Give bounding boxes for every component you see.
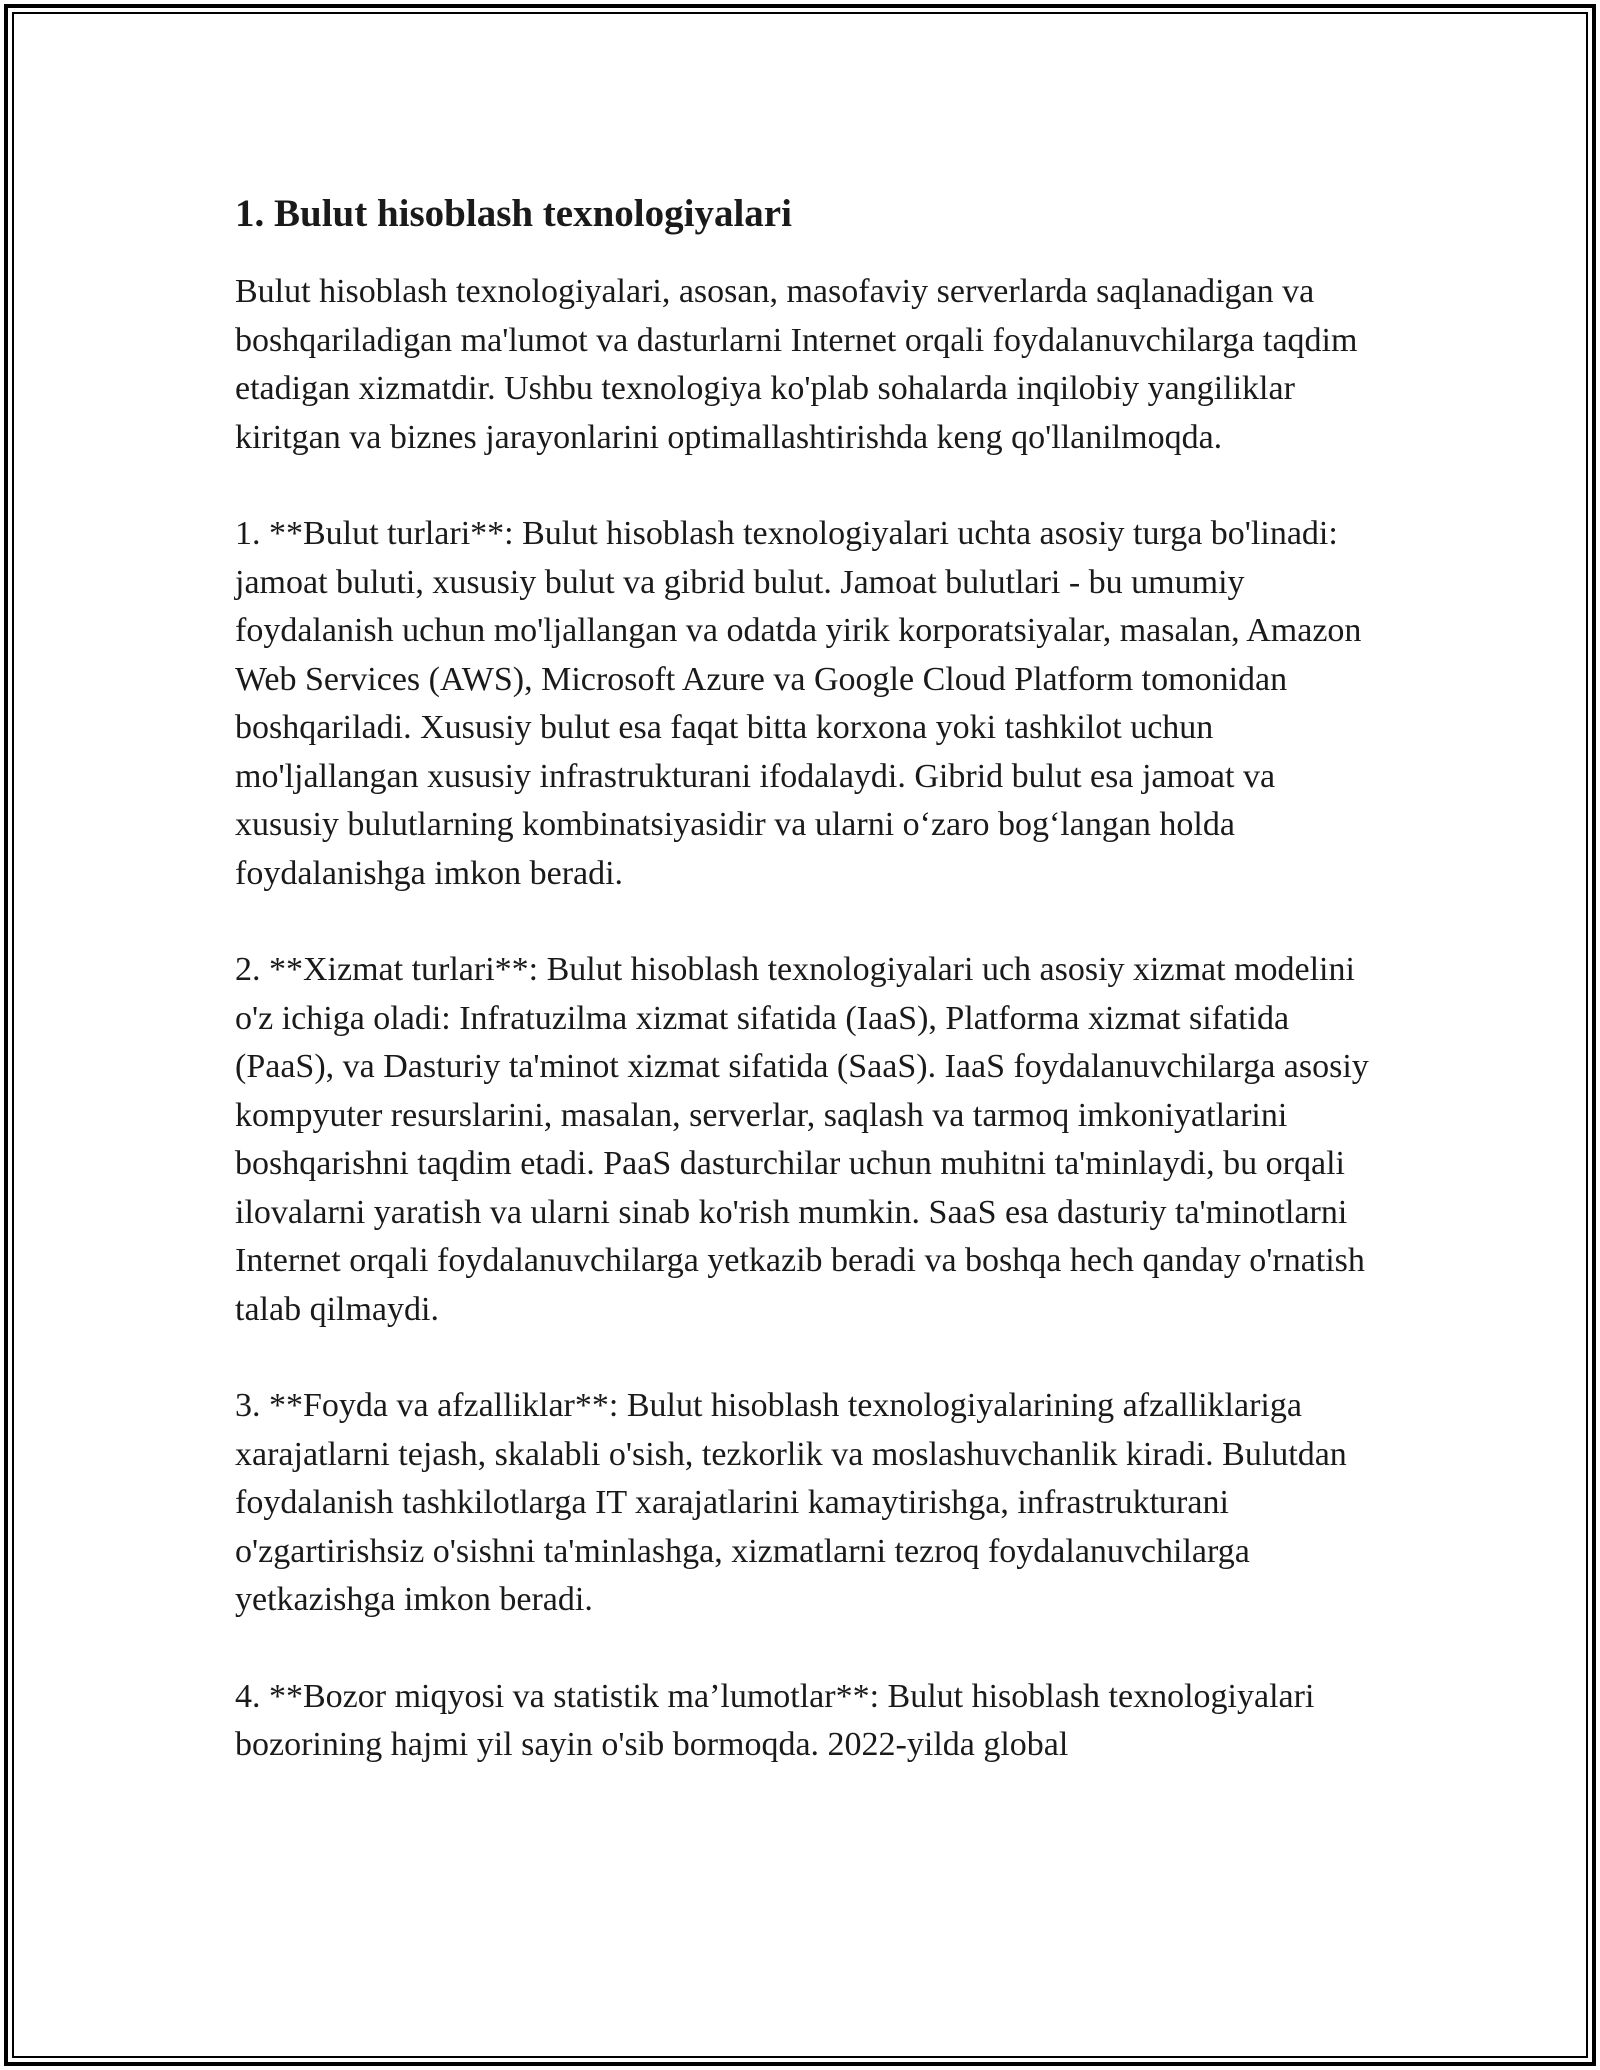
paragraph-market-size: 4. **Bozor miqyosi va statistik ma’lumotlar**: Bulut hisoblash texnologiyalari bozorining hajmi yil sayin o'sib bormoqda. 2022-yilda global [235,1677,1315,1763]
document-body [235,188,1385,1818]
paragraph-service-types: 2. **Xizmat turlari**: Bulut hisoblash texnologiyalari uch asosiy xizmat modelini o'z ichiga oladi: Infratuzilma xizmat sifatida (IaaS), Platforma xizmat sifatida (PaaS), va Dasturiy ta'minot xizmat sifatida (SaaS). IaaS foydalanuvchilarga asosiy kompyuter resurslarini, masalan, serverlar, saqlash va tarmoq imkoniyatlarini boshqarishni taqdim etadi. PaaS dasturchilar uchun muhitni ta'minlaydi, bu orqali ilovalarni yaratish va ularni sinab ko'rish mumkin. SaaS esa dasturiy ta'minotlarni Internet orqali foydalanuvchilarga yetkazib beradi va boshqa hech qanday o'rnatish talab qilmaydi. [235,951,1369,1328]
intro-paragraph: Bulut hisoblash texnologiyalari, asosan, masofaviy serverlarda saqlanadigan va boshqariladigan ma'lumot va dasturlarni Internet orqali foydalanuvchilarga taqdim etadigan xizmatdir. Ushbu texnologiya ko'plab sohalarda inqilobiy yangiliklar kiritgan va biznes jarayonlarini optimallashtirishda keng qo'llanilmoqda. [235,273,1358,456]
document-title: 1. Bulut hisoblash texnologiyalari [235,192,792,235]
paragraph-benefits: 3. **Foyda va afzalliklar**: Bulut hisoblash texnologiyalarining afzalliklariga xarajatlarni tejash, skalabli o'sish, tezkorlik va moslashuvchanlik kiradi. Bulutdan foydalanish tashkilotlarga IT xarajatlarini kamaytirishga, infrastrukturani o'zgartirishsiz o'sishni ta'minlashga, xizmatlarni tezroq foydalanuvchilarga yetkazishga imkon beradi. [235,1387,1347,1618]
paragraph-cloud-types: 1. **Bulut turlari**: Bulut hisoblash texnologiyalari uchta asosiy turga bo'linadi: jamoat buluti, xususiy bulut va gibrid bulut. Jamoat bulutlari - bu umumiy foydalanish uchun mo'ljallangan va odatda yirik korporatsiyalar, masalan, Amazon Web Services (AWS), Microsoft Azure va Google Cloud Platform tomonidan boshqariladi. Xususiy bulut esa faqat bitta korxona yoki tashkilot uchun mo'ljallangan xususiy infrastrukturani ifodalaydi. Gibrid bulut esa jamoat va xususiy bulutlarning kombinatsiyasidir va ularni o‘zaro bog‘langan holda foydalanishga imkon beradi. [235,515,1362,892]
